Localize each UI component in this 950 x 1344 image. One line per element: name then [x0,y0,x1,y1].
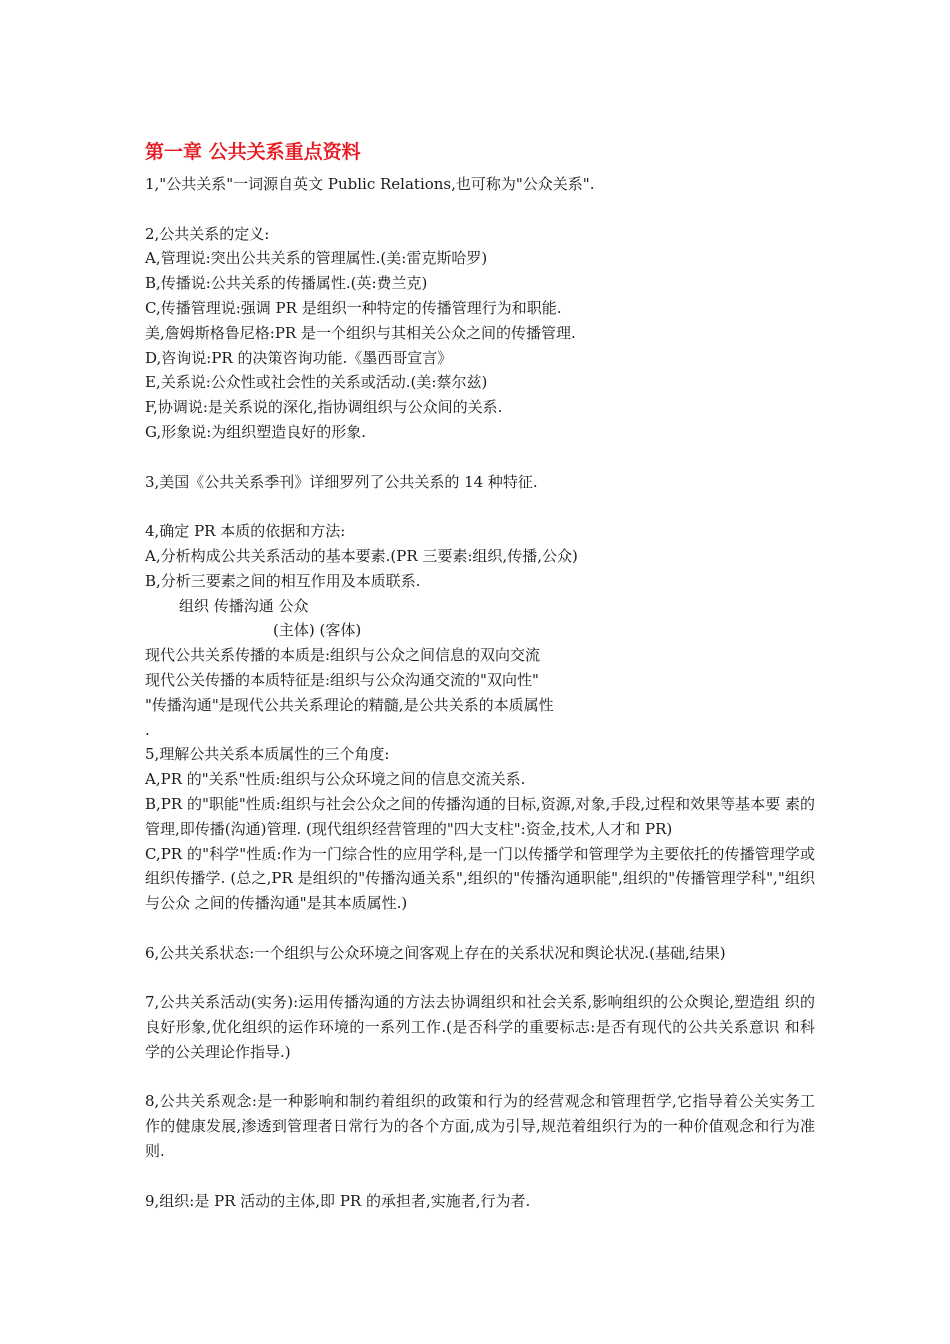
item-2-heading: 2,公共关系的定义: [145,224,270,243]
spacer [145,445,815,470]
document-body [145,139,815,1213]
item-2-g: G,形象说:为组织塑造良好的形象. [145,422,367,441]
item-2-f: F,协调说:是关系说的深化,指协调组织与公众间的关系. [145,398,503,417]
item-2-c-note: 美,詹姆斯格鲁尼格:PR 是一个组织与其相关公众之间的传播管理. [145,323,576,342]
spacer [145,1164,815,1189]
item-7: 7,公共关系活动(实务):运用传播沟通的方法去协调组织和社会关系,影响组织的公众舆论,塑造组 织的良好形象,优化组织的运作环境的一系列工作.(是否科学的重要标志:是否有现代的公共关系意识 和科学的公关理论作指导.) [145,993,815,1061]
spacer [145,966,815,991]
item-5-c: C,PR 的"科学"性质:作为一门综合性的应用学科,是一门以传播学和管理学为主要依托的传播管理学或 组织传播学. (总之,PR 是组织的"传播沟通关系",组织的"传播沟通职能",组织的"传播管理学科","组织与公众 之间的传播沟通"是其本质属性.) [145,844,815,913]
item-8: 8,公共关系观念:是一种影响和制约着组织的政策和行为的经营观念和管理哲学,它指导着公关实务工 作的健康发展,渗透到管理者日常行为的各个方面,成为引导,规范着组织行为的一种价值观念和行为准 则. [145,1092,815,1161]
item-5-heading: 5,理解公共关系本质属性的三个角度: [145,745,390,764]
item-1: 1,"公共关系"一词源自英文 Public Relations,也可称为"公众关系". [145,175,595,193]
item-2-e: E,关系说:公众性或社会性的关系或活动.(美:蔡尔兹) [145,373,488,392]
item-2-c: C,传播管理说:强调 PR 是组织一种特定的传播管理行为和职能. [145,298,562,317]
item-2-a: A,管理说:突出公共关系的管理属性.(美:雷克斯哈罗) [145,249,488,268]
elements-diagram-roles: (主体) (客体) [273,621,362,640]
spacer [145,494,815,519]
item-4-heading: 4,确定 PR 本质的依据和方法: [145,522,346,541]
item-5-b: B,PR 的"职能"性质:组织与社会公众之间的传播沟通的目标,资源,对象,手段,过程和效果等基本要 素的管理,即传播(沟通)管理. (现代组织经营管理的"四大支柱":资金,技术,人才和 PR) [145,794,815,838]
item-4-b: B,分析三要素之间的相互作用及本质联系. [145,571,421,590]
item-6: 6,公共关系状态:一个组织与公众环境之间客观上存在的关系状况和舆论状况.(基础,结果) [145,943,726,962]
item-3: 3,美国《公共关系季刊》详细罗列了公共关系的 14 种特征. [145,472,538,491]
spacer [145,1065,815,1090]
item-4-a: A,分析构成公共关系活动的基本要素.(PR 三要素:组织,传播,公众) [145,546,578,565]
elements-diagram-row: 组织 传播沟通 公众 [179,596,309,615]
item-5-a: A,PR 的"关系"性质:组织与公众环境之间的信息交流关系. [145,770,526,789]
item-2-d: D,咨询说:PR 的决策咨询功能.《墨西哥宣言》 [145,348,453,367]
item-4-line-3: "传播沟通"是现代公共关系理论的精髓,是公共关系的本质属性 [145,695,554,714]
item-4-dot: . [145,720,150,739]
chapter-title: 第一章 公共关系重点资料 [145,141,361,163]
item-4-line-2: 现代公关传播的本质特征是:组织与公众沟通交流的"双向性" [145,670,539,689]
item-4-line-1: 现代公共关系传播的本质是:组织与公众之间信息的双向交流 [145,646,541,665]
item-2-b: B,传播说:公共关系的传播属性.(英:费兰克) [145,274,428,293]
spacer [145,197,815,222]
spacer [145,916,815,941]
item-9: 9,组织:是 PR 活动的主体,即 PR 的承担者,实施者,行为者. [145,1191,531,1210]
